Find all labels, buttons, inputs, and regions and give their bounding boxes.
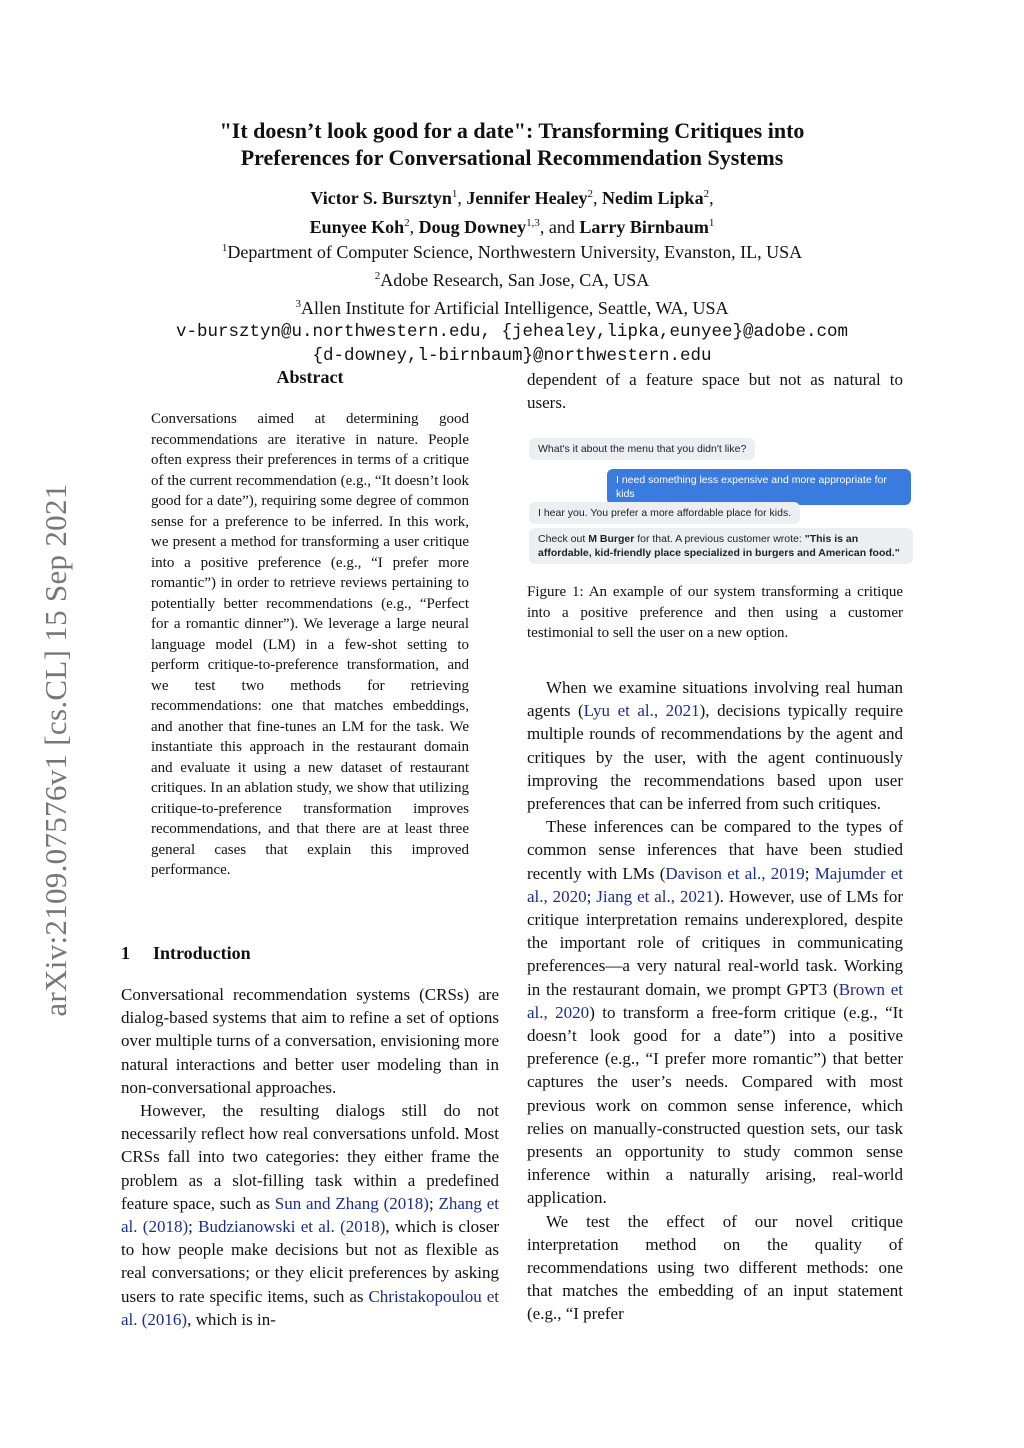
paper-title [120, 117, 904, 171]
intro-paragraph-5: We test the effect of our novel critique interpretation method on the quality of recommendations using two different methods: one that matches the embedding of an input statement (e.g., “I prefer [527, 1211, 903, 1324]
author-sup: 2 [404, 217, 410, 229]
citation-link[interactable]: Majumder et al., 2020 [527, 863, 903, 906]
citation-link[interactable]: Davison et al., 2019 [665, 863, 805, 883]
author-sup: 2 [703, 188, 710, 200]
continued-paragraph: dependent of a feature space but not as natural to users. [527, 370, 903, 413]
citation-link[interactable]: Jiang et al., 2021 [596, 886, 714, 906]
customer-quote: "This is an affordable, kid-friendly place specialized in burgers and American food." [538, 533, 900, 559]
affiliations [100, 236, 924, 368]
citation-link[interactable]: Christakopoulou et al. (2016) [121, 1286, 499, 1329]
abstract-heading: Abstract [276, 367, 344, 387]
author-name: Victor S. Bursztyn [310, 188, 452, 208]
citation-link[interactable]: Budzianowski et al. (2018) [198, 1217, 386, 1237]
intro-paragraph-2: However, the resulting dialogs still do not necessarily reflect how real conversations unfold. Most CRSs fall into two categories: they either frame the problem as a slot-filling task within a predefined feature space, such as Sun and Zhang (2018); Zhang et al. (2018); Budzianowski et al. (2018), which is closer to how people make decisions but not as flexible as real conversations; or they elicit preferences by asking users to rate specific items, such as Christakopoulou et al. (2016), which is in- [121, 1101, 499, 1329]
citation-link[interactable]: Zhang et al. (2018) [121, 1193, 499, 1237]
author-list: Victor S. Bursztyn$^1$, Jennifer Healey$^2$, Nedim Lipka$^2$, Eunyee Koh$^2$, Doug Downey$^{1,3}$, and Larry Birnbaum$^1$ [309, 188, 715, 237]
affiliation-2: $^2$Adobe Research, San Jose, CA, USA [374, 270, 650, 290]
intro-paragraph-3: When we examine situations involving real human agents (Lyu et al., 2021), decisions typically require multiple rounds of recommendations by the agent and critiques by the user, with the agent continuously improving the recommendations based upon user preferences that can be inferred from such critiques. [527, 678, 903, 814]
citation-link[interactable]: Brown et al., 2020 [527, 979, 903, 1022]
restaurant-name: M Burger [588, 533, 635, 545]
author-sup: 1,3 [526, 217, 540, 229]
right-column-top [527, 368, 903, 414]
intro-paragraph-4: These inferences can be compared to the types of common sense inferences that have been studied recently with LMs (Davison et al., 2019; Majumder et al., 2020; Jiang et al., 2021). However, use of LMs for critique interpretation remains underexplored, despite the important role of critiques in communicating preferences—a very natural real-world task. Working in the restaurant domain, we prompt GPT3 (Brown et al., 2020) to transform a free-form critique (e.g., “It doesn’t look good for a date”) into a positive preference (e.g., “I prefer more romantic”) that better captures the user’s needs. Compared with most previous work on common sense inference, which relies on manually-constructed question sets, our task presents an opportunity to study common sense inference within a naturally arising, real-world application. [527, 817, 903, 1208]
affiliation-1: $^1$Department of Computer Science, Northwestern University, Evanston, IL, USA [221, 242, 803, 262]
arxiv-stamp: arXiv:2109.07576v1 [cs.CL] 15 Sep 2021 [38, 483, 73, 1017]
bot-message: What's it about the menu that you didn't like? [529, 438, 755, 460]
author-name: Eunyee Koh [309, 217, 405, 237]
intro-right-column [527, 676, 903, 1326]
intro-left-column [121, 983, 499, 1331]
figure-caption: Figure 1: An example of our system transforming a critique into a positive preference and then using a customer testimonial to sell the user on a new option. [527, 584, 903, 641]
author-sup: 1 [451, 188, 458, 200]
bot-message: I hear you. You prefer a more affordable place for kids. [529, 502, 800, 524]
intro-paragraph-1: Conversational recommendation systems (CRSs) are dialog-based systems that aim to refine a set of options over multiple turns of a conversation, envisioning more natural interactions and better user modeling than in non-conversational approaches. [121, 985, 499, 1097]
email-line-2: {d-downey,l-birnbaum}@northwestern.edu [312, 346, 712, 366]
author-and: and [548, 217, 575, 237]
title-line-2: Preferences for Conversational Recommendation Systems [240, 145, 784, 170]
citation-link[interactable]: Sun and Zhang (2018) [274, 1193, 429, 1213]
author-sup: 2 [587, 188, 594, 200]
author-name: Nedim Lipka [602, 188, 704, 208]
user-message: I need something less expensive and more appropriate for kids [607, 469, 911, 505]
author-name: Doug Downey [418, 217, 527, 237]
author-sup: 1 [708, 217, 715, 229]
author-name: Jennifer Healey [466, 188, 588, 208]
citation-link[interactable]: Lyu et al., 2021 [583, 701, 700, 721]
figure-1-chat [527, 432, 917, 564]
bot-message-recommendation: Check out M Burger for that. A previous customer wrote: "This is an affordable, kid-friendly place specialized in burgers and American food." [529, 528, 913, 564]
affiliation-3: $^3$Allen Institute for Artificial Intelligence, Seattle, WA, USA [295, 298, 729, 318]
abstract-text: Conversations aimed at determining good recommendations are iterative in nature. People often express their preferences in terms of a critique of the current recommendation (e.g., “It doesn’t look good for a date”), requiring some degree of common sense for a preference to be inferred. In this work, we present a method for transforming a user critique into a positive preference (e.g., “I prefer more romantic”) in order to retrieve reviews pertaining to potentially better recommendations (e.g., “Perfect for a romantic dinner”). We leverage a large neural language model (LM) in a few-shot setting to perform critique-to-preference transformation, and we test two methods for retrieving recommendations: one that matches embeddings, and another that fine-tunes an LM for the task. We instantiate this approach in the restaurant domain and evaluate it using a new dataset of restaurant critiques. In an ablation study, we show that utilizing critique-to-preference transformation improves recommendations, and that there are at least three general cases that explain this improved performance. [151, 411, 469, 878]
author-name: Larry Birnbaum [579, 217, 709, 237]
email-line-1: v-bursztyn@u.northwestern.edu, {jehealey,lipka,eunyee}@adobe.com [175, 322, 849, 342]
title-line-1: "It doesn’t look good for a date": Transforming Critiques into [219, 118, 805, 143]
section-title: Introduction [153, 943, 251, 963]
section-number: 1 [121, 943, 130, 963]
section-heading-introduction [121, 943, 251, 964]
